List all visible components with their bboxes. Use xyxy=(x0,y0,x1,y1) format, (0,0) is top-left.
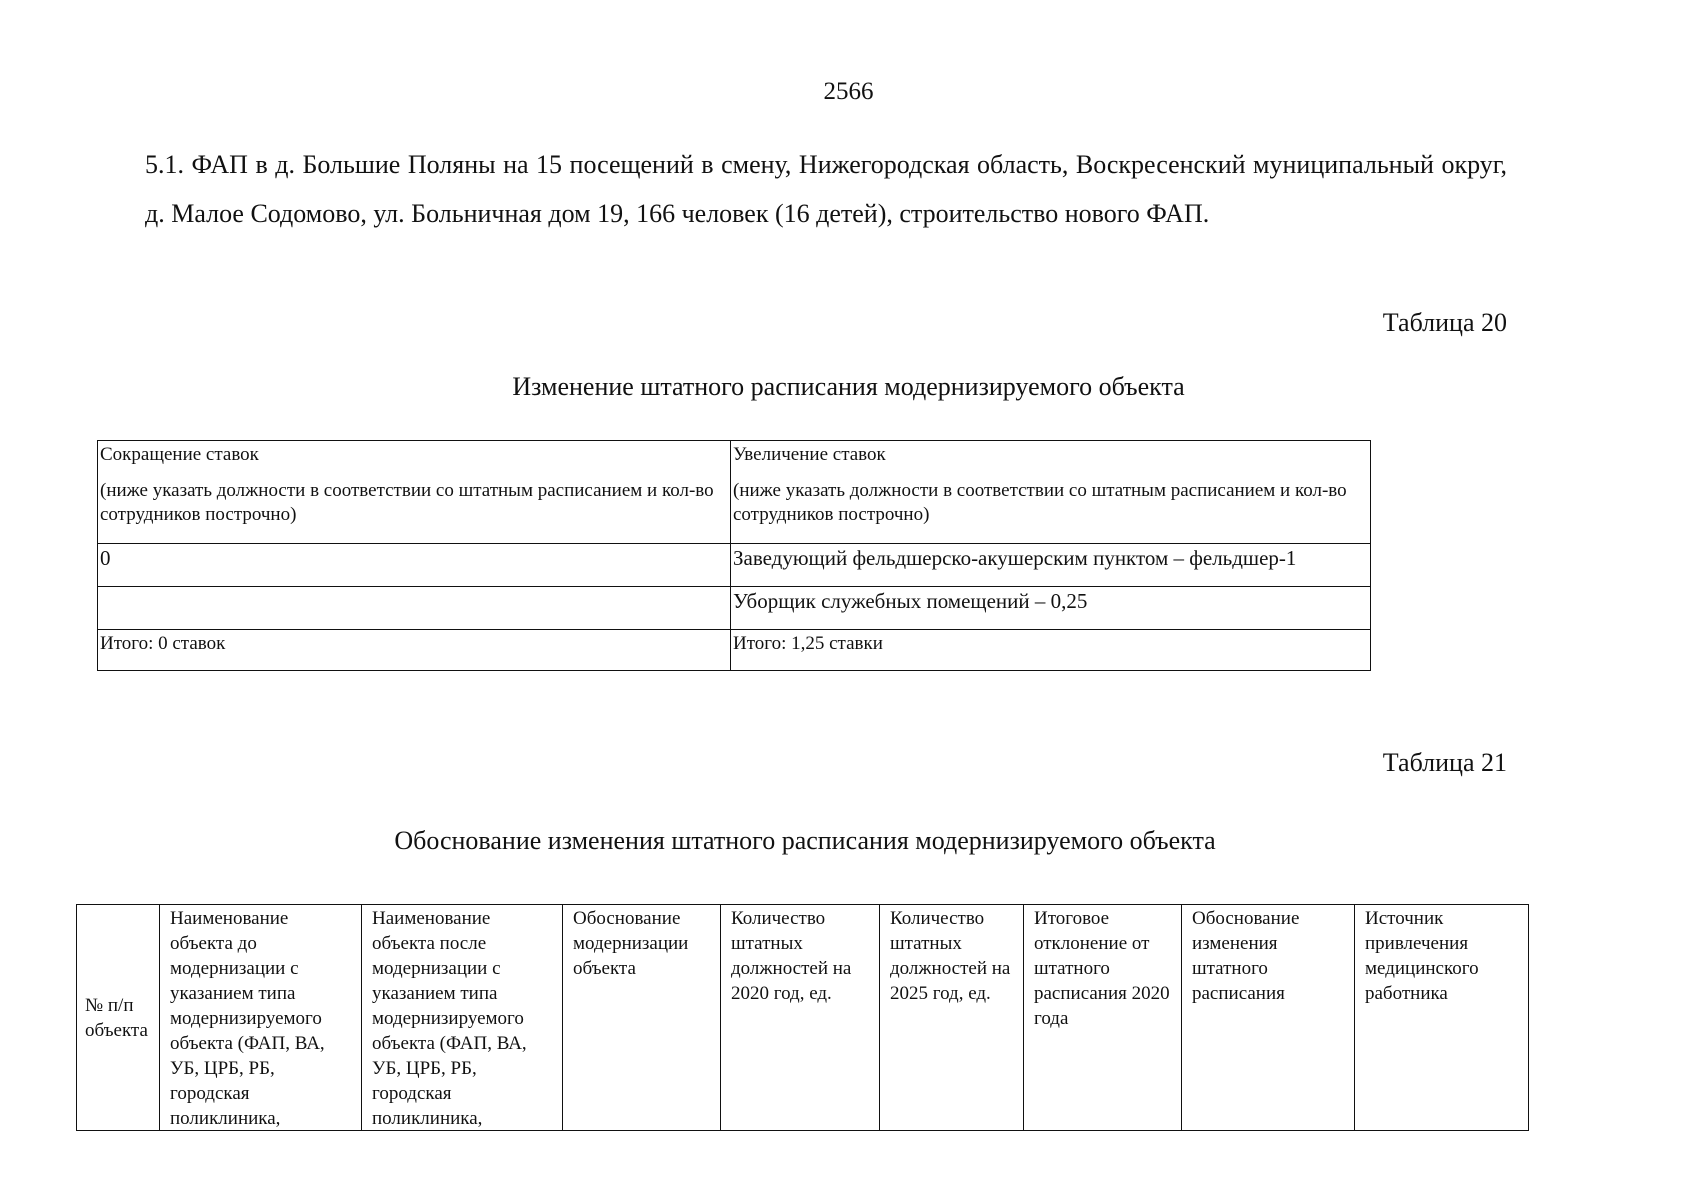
header-object-before xyxy=(160,905,362,1131)
increase-cell: Заведующий фельдшерско-акушерским пунктом – фельдшер-1 xyxy=(731,544,1371,587)
header-text: Итоговое отклонение от штатного расписания 2020 года xyxy=(1034,908,1170,1029)
header-object-number xyxy=(77,905,160,1131)
reduction-cell: 0 xyxy=(98,544,731,587)
header-increase-note: (ниже указать должности в соответствии со штатным расписанием и кол-во сотрудников построчно) xyxy=(733,480,1347,525)
header-text: Наименование объекта после модернизации с указанием типа модернизируемого объекта (ФАП, ВА, УБ, ЦРБ, РБ, городская поликлиника, xyxy=(372,908,527,1128)
table-row xyxy=(98,587,1371,630)
table-20-total-row xyxy=(98,630,1371,671)
header-reduction-title: Сокращение ставок xyxy=(100,444,259,465)
header-modernization-reason xyxy=(563,905,721,1131)
header-staff-2025 xyxy=(880,905,1024,1131)
total-increase-cell: Итого: 1,25 ставки xyxy=(731,630,1371,671)
table-20-label: Таблица 20 xyxy=(1382,308,1507,337)
header-text: Количество штатных должностей на 2025 год, ед. xyxy=(890,908,1011,1004)
header-staff-2020 xyxy=(721,905,880,1131)
table-21-label: Таблица 21 xyxy=(1382,748,1507,777)
header-increase-cell xyxy=(731,441,1371,544)
header-change-reason xyxy=(1182,905,1355,1131)
header-object-after xyxy=(362,905,563,1131)
header-text: Обоснование изменения штатного расписания xyxy=(1192,908,1300,1004)
page-number: 2566 xyxy=(823,78,874,105)
table-20-header-row xyxy=(98,441,1371,544)
table-row xyxy=(98,544,1371,587)
total-reduction-cell: Итого: 0 ставок xyxy=(98,630,731,671)
header-total-deviation xyxy=(1024,905,1182,1131)
header-reduction-note: (ниже указать должности в соответствии со штатным расписанием и кол-во сотрудников построчно) xyxy=(100,480,714,525)
header-text: № п/п объекта xyxy=(85,994,148,1041)
table-20-title: Изменение штатного расписания модернизируемого объекта xyxy=(512,372,1185,401)
staffing-change-table xyxy=(97,440,1371,671)
header-increase-title: Увеличение ставок xyxy=(733,444,886,465)
table-21-header-row xyxy=(77,905,1529,1131)
section-paragraph: 5.1. ФАП в д. Большие Поляны на 15 посещений в смену, Нижегородская область, Воскресенский муниципальный округ, д. Малое Содомово, ул. Больничная дом 19, 166 человек (16 детей), строительство нового ФАП. xyxy=(145,150,1507,228)
table-21-title: Обоснование изменения штатного расписания модернизируемого объекта xyxy=(394,826,1216,855)
header-text: Количество штатных должностей на 2020 год, ед. xyxy=(731,908,852,1004)
header-text: Обоснование модернизации объекта xyxy=(573,908,689,979)
header-text: Источник привлечения медицинского работника xyxy=(1365,908,1479,1004)
staffing-justification-table xyxy=(76,904,1529,1131)
increase-cell: Уборщик служебных помещений – 0,25 xyxy=(731,587,1371,630)
header-text: Наименование объекта до модернизации с указанием типа модернизируемого объекта (ФАП, ВА, УБ, ЦРБ, РБ, городская поликлиника, xyxy=(170,908,325,1128)
header-reduction-cell xyxy=(98,441,731,544)
reduction-cell xyxy=(98,587,731,630)
header-worker-source xyxy=(1355,905,1529,1131)
